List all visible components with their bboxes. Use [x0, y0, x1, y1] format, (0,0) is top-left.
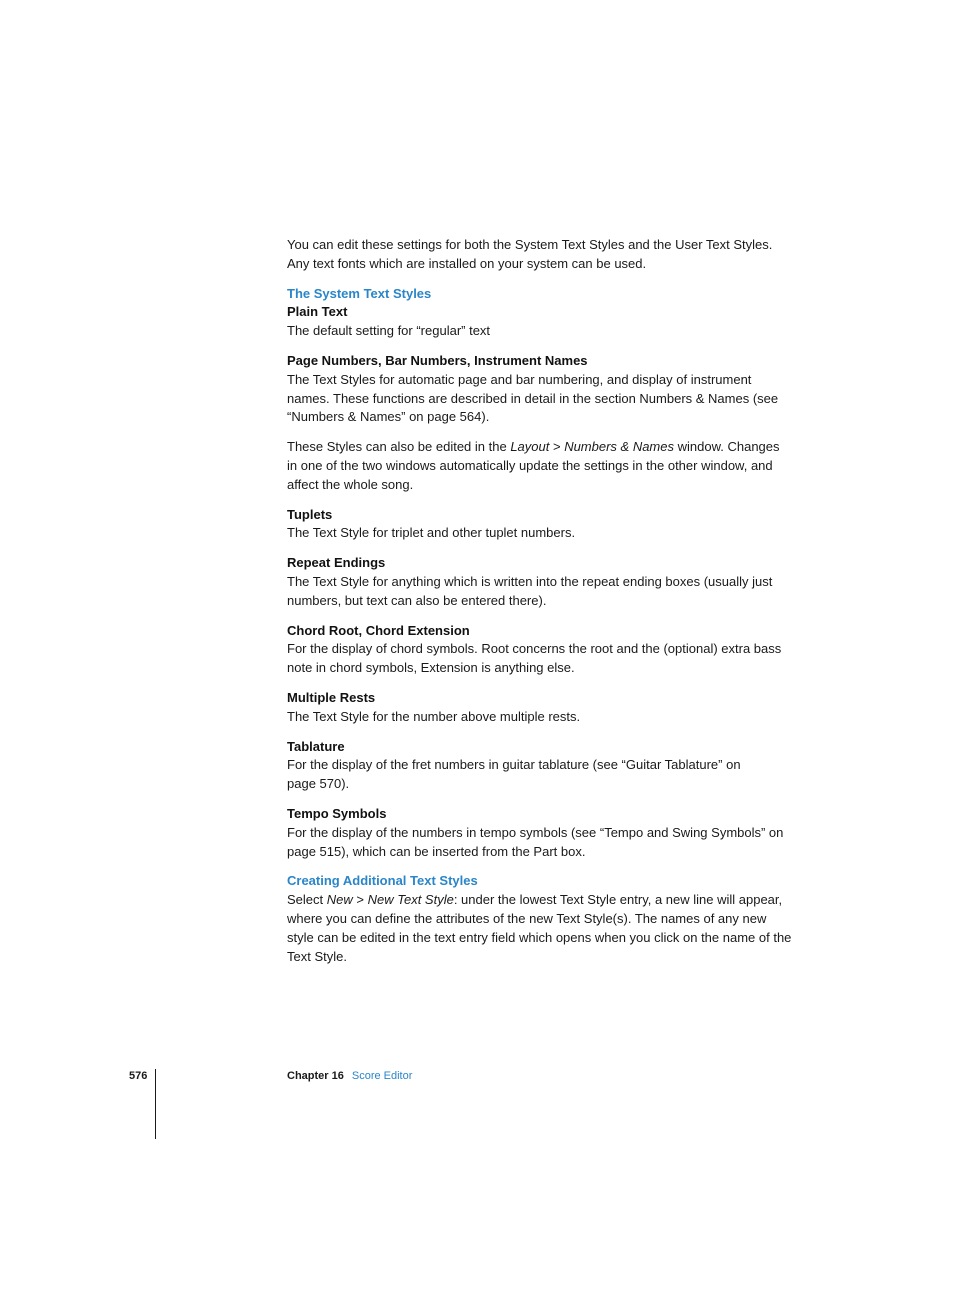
tablature-desc-line-2: page 570). — [287, 776, 350, 792]
chapter-footer — [287, 1070, 412, 1082]
creating-paragraph — [287, 891, 793, 966]
intro-paragraph — [287, 236, 793, 274]
repeat-endings-desc: The Text Style for anything which is written into the repeat ending boxes (usually just numbers, but text can also be entered there). — [287, 573, 773, 608]
chord-root-title: Chord Root, Chord Extension — [287, 622, 470, 638]
tuplets-desc: The Text Style for triplet and other tuplet numbers. — [287, 525, 576, 541]
also-post: window. Changes in one of the two windows automatically update the settings in the other window, and affect the whole song. — [287, 439, 780, 492]
page-numbers-title: Page Numbers, Bar Numbers, Instrument Names — [287, 352, 588, 368]
multiple-rests-desc: The Text Style for the number above multiple rests. — [287, 708, 581, 724]
tempo-symbols-desc: For the display of the numbers in tempo symbols (see “Tempo and Swing Symbols” on page 515), which can be inserted from the Part box. — [287, 824, 784, 859]
tuplets-title: Tuplets — [287, 506, 333, 522]
chapter-title: Score Editor — [351, 1070, 413, 1082]
chord-root-desc: For the display of chord symbols. Root concerns the root and the (optional) extra bass note in chord symbols, Extension is anything else. — [287, 641, 782, 676]
page-number: 576 — [129, 1070, 148, 1082]
chapter-label: Chapter 16 — [287, 1070, 344, 1082]
intro-line-2: Any text fonts which are installed on your system can be used. — [287, 255, 647, 271]
menu-new-text-style: New Text Style — [367, 892, 454, 908]
creating-post: : under the lowest Text Style entry, a new line will appear, where you can define the attributes of the new Text Style(s). The names of any new style can be edited in the text entry field which opens when you click on the name of the Text Style. — [287, 892, 792, 964]
tempo-symbols-title: Tempo Symbols — [287, 805, 387, 821]
menu-separator: > — [549, 439, 565, 455]
multiple-rests-title: Multiple Rests — [287, 689, 376, 705]
also-pre: These Styles can also be edited in the — [287, 439, 511, 455]
page-numbers-also-paragraph — [287, 438, 793, 494]
repeat-endings-title: Repeat Endings — [287, 555, 386, 571]
creating-pre: Select — [287, 892, 327, 908]
menu-new: New — [326, 892, 353, 908]
plain-text-desc: The default setting for “regular” text — [287, 323, 491, 339]
page-numbers-desc: The Text Styles for automatic page and bar numbering, and display of instrument names. These functions are described in detail in the section Numbers & Names (see “Numbers & Names” on page 564). — [287, 371, 779, 425]
tablature-title: Tablature — [287, 738, 345, 754]
footer-divider — [155, 1069, 156, 1139]
page-body — [287, 236, 793, 966]
section-heading-system-text-styles: The System Text Styles — [287, 285, 432, 301]
plain-text-title: Plain Text — [287, 304, 348, 320]
section-heading-creating-text-styles: Creating Additional Text Styles — [287, 873, 478, 889]
creating-separator: > — [352, 892, 368, 908]
tablature-desc — [287, 756, 793, 794]
intro-line-1: You can edit these settings for both the System Text Styles and the User Text Styles. — [287, 237, 773, 252]
menu-layout: Layout — [510, 439, 550, 455]
menu-numbers-names: Numbers & Names — [564, 439, 674, 455]
tablature-desc-line-1: For the display of the fret numbers in guitar tablature (see “Guitar Tablature” on — [287, 757, 741, 773]
